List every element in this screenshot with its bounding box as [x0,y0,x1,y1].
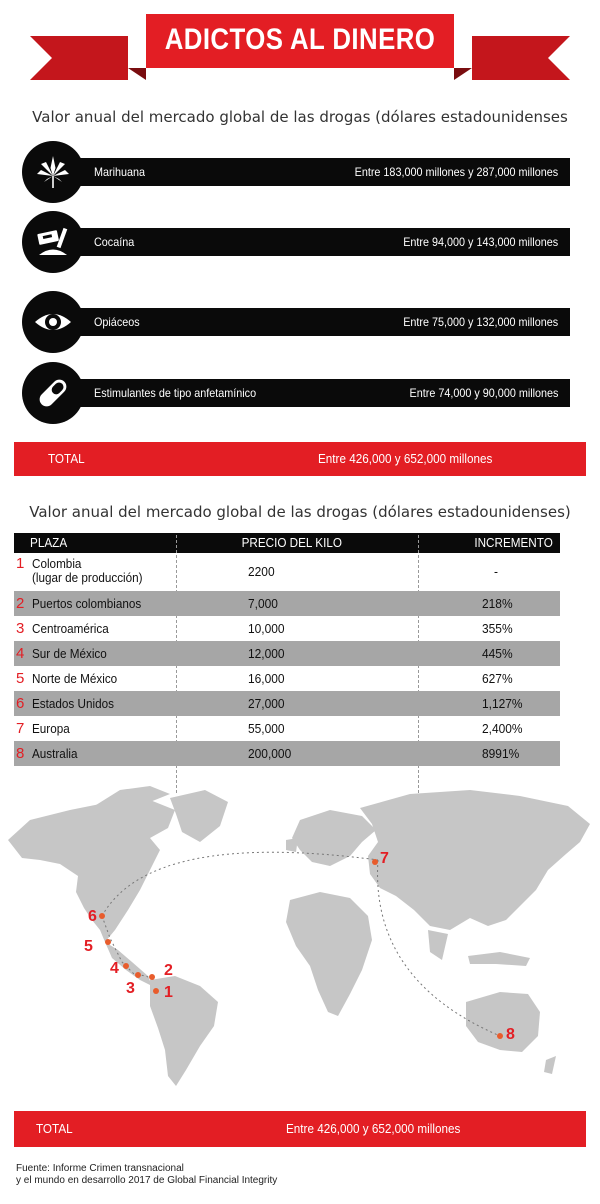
world-map [0,780,600,1090]
table-row [14,641,560,666]
drug-row-cocaina [22,211,570,273]
table-row [14,666,560,691]
pill-icon [22,362,84,424]
table-row [14,591,560,616]
row-increment: 8991% [482,746,520,761]
total-bar [14,442,586,476]
row-price: 12,000 [248,646,285,661]
row-place: Europa [32,721,70,736]
table-row [14,553,560,591]
table-row [14,691,560,716]
row-number: 6 [16,695,25,712]
row-price: 10,000 [248,621,285,636]
drug-row-estimulantes [22,362,570,424]
row-place: Sur de México [32,646,107,661]
drug-value: Entre 75,000 y 132,000 millones [403,315,558,329]
row-increment: - [494,564,498,579]
total-label: TOTAL [36,1121,73,1136]
table-row [14,741,560,766]
total-label: TOTAL [48,451,85,466]
map-label-5: 5 [84,938,93,955]
table-header [14,533,560,553]
total-value: Entre 426,000 y 652,000 millones [286,1121,461,1136]
table-row [14,616,560,641]
row-place-name: Colombia [32,556,82,571]
row-number: 1 [16,555,25,572]
map-label-8: 8 [506,1026,515,1043]
map-label-1: 1 [164,984,173,1001]
section1-heading: Valor anual del mercado global de las drogas (dólares estadounidenses [32,108,568,126]
row-number: 4 [16,645,25,662]
section2-heading: Valor anual del mercado global de las drogas (dólares estadounidenses) [29,503,571,521]
map-label-6: 6 [88,908,97,925]
row-number: 2 [16,595,25,612]
row-place: Puertos colombianos [32,596,142,611]
total-value: Entre 426,000 y 652,000 millones [318,451,493,466]
row-price: 7,000 [248,596,278,611]
row-price: 55,000 [248,721,285,736]
row-number: 3 [16,620,25,637]
row-price: 27,000 [248,696,285,711]
page-title: ADICTOS AL DINERO [164,23,436,56]
bottom-total-bar [14,1111,586,1147]
map-label-3: 3 [126,980,135,997]
drug-value: Entre 94,000 y 143,000 millones [403,235,558,249]
column-header-plaza: PLAZA [30,535,68,550]
drug-value: Entre 183,000 millones y 287,000 millones [354,165,558,179]
drug-name: Cocaína [94,235,135,249]
row-increment: 445% [482,646,513,661]
row-number: 5 [16,670,25,687]
drug-row-marihuana [22,141,570,203]
row-number: 7 [16,720,25,737]
source-note [16,1163,277,1187]
row-place: Estados Unidos [32,696,114,711]
row-price: 16,000 [248,671,285,686]
row-place: Australia [32,746,78,761]
row-price: 200,000 [248,746,292,761]
map-label-4: 4 [110,960,119,977]
row-increment: 355% [482,621,513,636]
column-header-incremento: INCREMENTO [474,535,553,550]
row-number: 8 [16,745,25,762]
row-increment: 218% [482,596,513,611]
row-place [32,557,143,585]
drug-row-opiaceos [22,291,570,353]
source-line-1: Fuente: Informe Crimen transnacional [16,1163,184,1174]
row-increment: 1,127% [482,696,523,711]
row-place: Centroamérica [32,621,109,636]
row-place-sub: (lugar de producción) [32,570,143,585]
cannabis-leaf-icon [22,141,84,203]
drug-name: Estimulantes de tipo anfetamínico [94,386,257,400]
row-increment: 627% [482,671,513,686]
row-price: 2200 [248,564,275,579]
drug-name: Marihuana [94,165,146,179]
price-table [14,533,560,766]
source-line-2: y el mundo en desarrollo 2017 de Global Financial Integrity [16,1175,278,1186]
razor-blade-icon [22,211,84,273]
title-banner [0,0,600,82]
map-label-2: 2 [164,962,173,979]
drug-value: Entre 74,000 y 90,000 millones [409,386,558,400]
column-header-precio: PRECIO DEL KILO [241,535,342,550]
map-label-7: 7 [380,850,389,867]
drug-name: Opiáceos [94,315,140,329]
table-row [14,716,560,741]
row-increment: 2,400% [482,721,523,736]
row-place: Norte de México [32,671,118,686]
eye-icon [22,291,84,353]
